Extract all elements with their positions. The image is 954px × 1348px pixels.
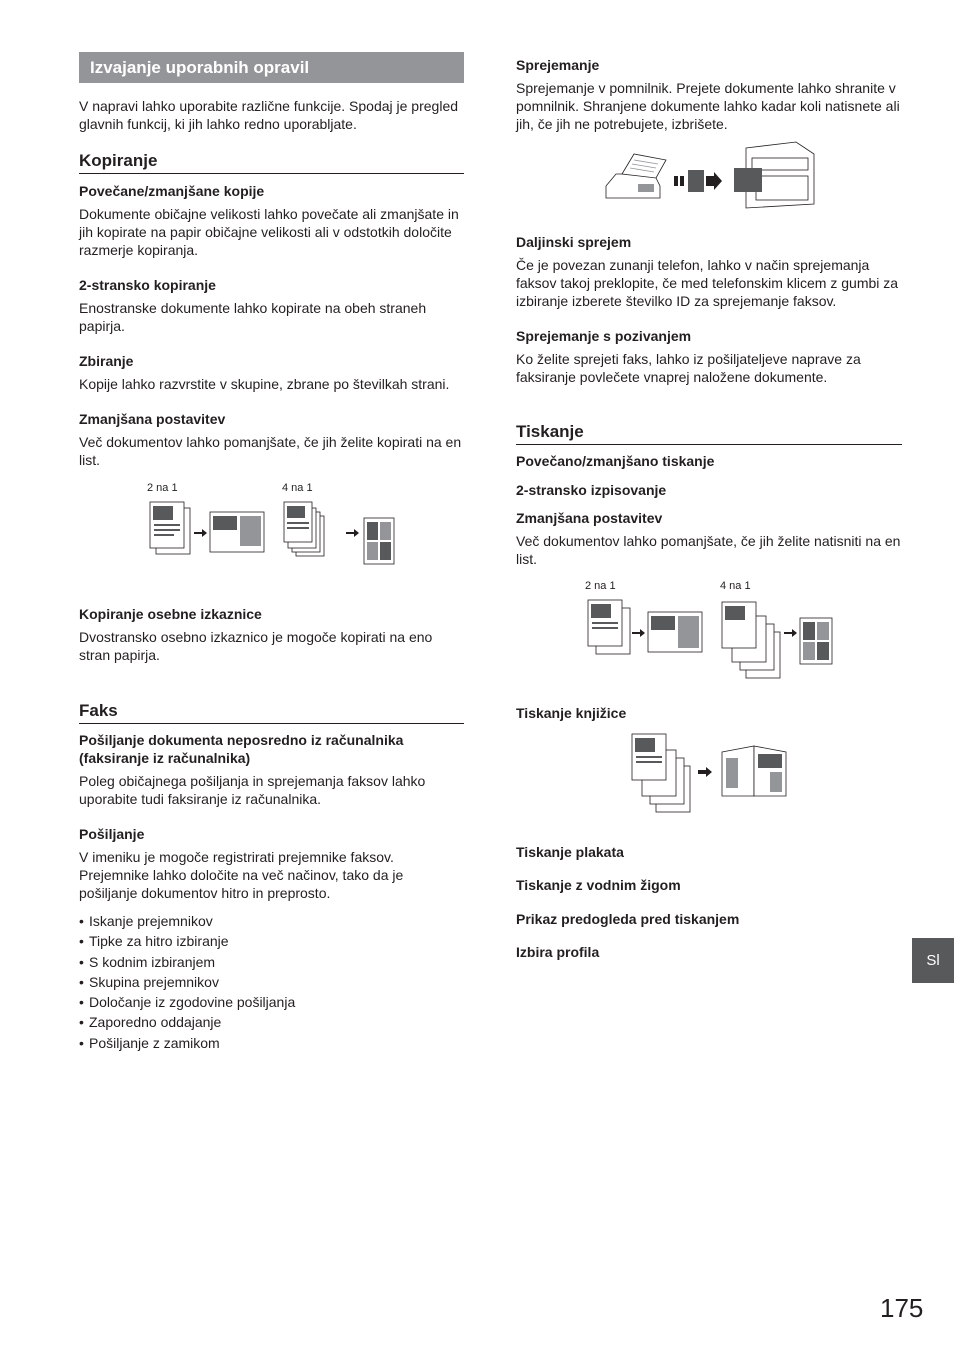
list-item: • Tipke za hitro izbiranje xyxy=(79,931,464,951)
heading-tiskanje: Tiskanje xyxy=(516,422,902,445)
heading-polling-receive: Sprejemanje s pozivanjem xyxy=(516,328,692,344)
booklet-illustration xyxy=(630,732,790,818)
list-item: • Zaporedno oddajanje xyxy=(79,1012,464,1032)
list-item: • Iskanje prejemnikov xyxy=(79,911,464,931)
caption-4on1: 4 na 1 xyxy=(282,482,313,494)
text-pc-fax: Poleg običajnega pošiljanja in sprejemanja faksov lahko uporabite tudi faksiranje iz računalnika. xyxy=(79,773,426,807)
fax-receive-illustration xyxy=(600,138,818,214)
heading-collate: Zbiranje xyxy=(79,353,134,369)
section-banner: Izvajanje uporabnih opravil xyxy=(79,52,464,83)
text-id-copy: Dvostransko osebno izkaznico je mogoče kopirati na eno stran papirja. xyxy=(79,629,433,663)
caption-print-2on1: 2 na 1 xyxy=(585,580,616,592)
heading-kopiranje: Kopiranje xyxy=(79,151,464,174)
text-enlarge-copy: Dokumente običajne velikosti lahko povečate ali zmanjšate in jih kopirate na papir običajne velikosti ali v odstotkih določite razmerje kopiranja. xyxy=(79,206,459,258)
heading-faks: Faks xyxy=(79,701,464,724)
heading-receiving: Sprejemanje xyxy=(516,57,600,73)
heading-reduced-layout-copy: Zmanjšana postavitev xyxy=(79,411,226,427)
caption-print-4on1: 4 na 1 xyxy=(720,580,751,592)
text-reduced-layout-print: Več dokumentov lahko pomanjšate, če jih želite natisniti na en list. xyxy=(516,533,901,567)
text-reduced-layout-copy: Več dokumentov lahko pomanjšate, če jih želite kopirati na en list. xyxy=(79,434,462,468)
heading-pc-fax: Pošiljanje dokumenta neposredno iz računalnika (faksiranje iz računalnika) xyxy=(79,732,404,766)
heading-preview: Prikaz predogleda pred tiskanjem xyxy=(516,911,740,927)
page-number: 175 xyxy=(880,1293,924,1323)
text-polling-receive: Ko želite sprejeti faks, lahko iz pošiljateljeve naprave za faksiranje povlečete vnaprej naložene dokumente. xyxy=(516,351,861,385)
list-item: • Določanje iz zgodovine pošiljanja xyxy=(79,992,464,1012)
heading-2sided-print: 2-stransko izpisovanje xyxy=(516,482,667,498)
list-item: • Pošiljanje z zamikom xyxy=(79,1033,464,1053)
heading-remote-receive: Daljinski sprejem xyxy=(516,234,632,250)
text-collate: Kopije lahko razvrstite v skupine, zbrane po številkah strani. xyxy=(79,376,450,392)
reduced-layout-copy-illustration xyxy=(146,498,398,584)
heading-2sided-copy: 2-stransko kopiranje xyxy=(79,277,216,293)
heading-id-copy: Kopiranje osebne izkaznice xyxy=(79,606,262,622)
heading-reduced-layout-print: Zmanjšana postavitev xyxy=(516,510,663,526)
heading-profile: Izbira profila xyxy=(516,944,600,960)
text-receiving: Sprejemanje v pomnilnik. Prejete dokumente lahko shranite v pomnilnik. Shranjene dokumente lahko kadar koli natisnete ali jih, če jih ne potrebujete, izbrišete. xyxy=(516,80,900,132)
list-item: • S kodnim izbiranjem xyxy=(79,952,464,972)
heading-booklet: Tiskanje knjižice xyxy=(516,705,627,721)
heading-enlarge-copy: Povečane/zmanjšane kopije xyxy=(79,183,265,199)
heading-sending: Pošiljanje xyxy=(79,826,145,842)
sending-options-list xyxy=(79,911,464,1053)
text-2sided-copy: Enostranske dokumente lahko kopirate na obeh straneh papirja. xyxy=(79,300,427,334)
caption-2on1: 2 na 1 xyxy=(147,482,178,494)
list-item: • Skupina prejemnikov xyxy=(79,972,464,992)
text-remote-receive: Če je povezan zunanji telefon, lahko v način sprejemanja faksov takoj preklopite, če med telefonskim klicem z gumbi za izbiranje izberete številko ID za sprejemanje faksov. xyxy=(516,257,899,309)
heading-poster: Tiskanje plakata xyxy=(516,844,624,860)
reduced-layout-print-illustration xyxy=(584,596,836,686)
heading-watermark: Tiskanje z vodnim žigom xyxy=(516,877,681,893)
intro-text: V napravi lahko uporabite različne funkcije. Spodaj je pregled glavnih funkcij, ki jih lahko redno uporabljate. xyxy=(79,98,459,132)
language-tab: Sl xyxy=(912,938,954,983)
text-sending: V imeniku je mogoče registrirati prejemnike faksov. Prejemnike lahko določite na več načinov, tako da je pošiljanje dokumentov hitro in preprosto. xyxy=(79,849,404,901)
heading-enlarge-print: Povečano/zmanjšano tiskanje xyxy=(516,453,715,469)
